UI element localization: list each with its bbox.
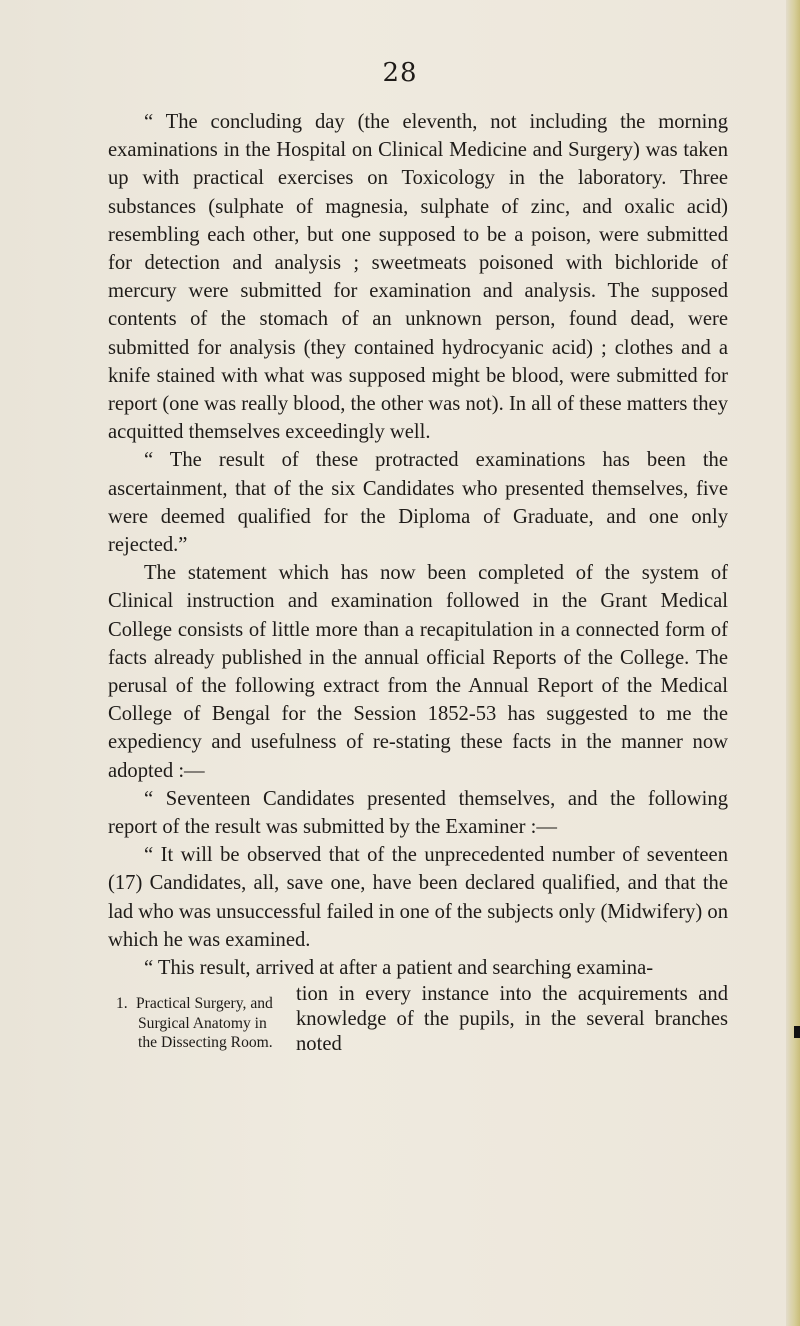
edge-mark — [794, 1026, 800, 1038]
paragraph-concluding-day: “ The concluding day (the eleventh, not including the morning examinations in the Hospital on Clinical Medicine and Surgery) was taken up with practical exercises on Toxicology in the laboratory. Three substances (sulphate of magnesia, sulphate of zinc, and oxalic acid) resembling each other, but one supposed to be a poison, were submitted for detection and analysis ; sweetmeats poisoned with bichloride of mercury were submitted for examination and analysis. The supposed contents of the stomach of an unknown person, found dead, were submitted for analysis (they contained hydrocyanic acid) ; clothes and a knife stained with what was supposed might be blood, were submitted for report (one was really blood, the other was not). In all of these matters they acquitted themselves exceedingly well. — [108, 111, 728, 444]
paragraph-statement: The statement which has now been completed of the system of Clinical instruction and examination followed in the Grant Medical College consists of little more than a recapitulation in a connected form of facts already published in the annual official Reports of the College. The perusal of the following extract from the Annual Report of the Medical College of Bengal for the Session 1852-53 has suggested to me the expediency and usefulness of re-stating these facts in the manner now adopted :— — [108, 562, 728, 782]
paragraph-observed: “ It will be observed that of the unprecedented number of seventeen (17) Candidates, all, save one, have been declared qualified, and that the lad who was unsuccessful failed in one of the subjects only (Midwifery) on which he was examined. — [108, 844, 728, 951]
paragraph-this-result: “ This result, arrived at after a patient and searching examina- — [144, 957, 654, 980]
margin-note-number: 1. — [116, 995, 128, 1013]
margin-note-text-1: Practical Surgery, and — [136, 995, 273, 1013]
page-edge — [786, 0, 800, 1326]
margin-note — [108, 982, 296, 1057]
body-text — [108, 108, 728, 1057]
margin-note-line-3: the Dissecting Room. — [138, 1034, 273, 1052]
margin-note-block — [108, 982, 728, 1057]
margin-note-line-2: Surgical Anatomy in — [138, 1014, 267, 1032]
margin-note-line-1 — [116, 994, 296, 1014]
paragraph-seventeen-candidates: “ Seventeen Candidates presented themselves, and the following report of the result was submitted by the Examiner :— — [108, 787, 728, 839]
paragraph-result: “ The result of these protracted examinations has been the ascertainment, that of the six Candidates who presented themselves, five were deemed qualified for the Diploma of Graduate, and one only rejected.” — [108, 449, 728, 557]
paragraph-continuation: tion in every instance into the acquirements and knowledge of the pupils, in the several branches noted — [296, 983, 728, 1056]
page-number: 28 — [382, 58, 418, 88]
